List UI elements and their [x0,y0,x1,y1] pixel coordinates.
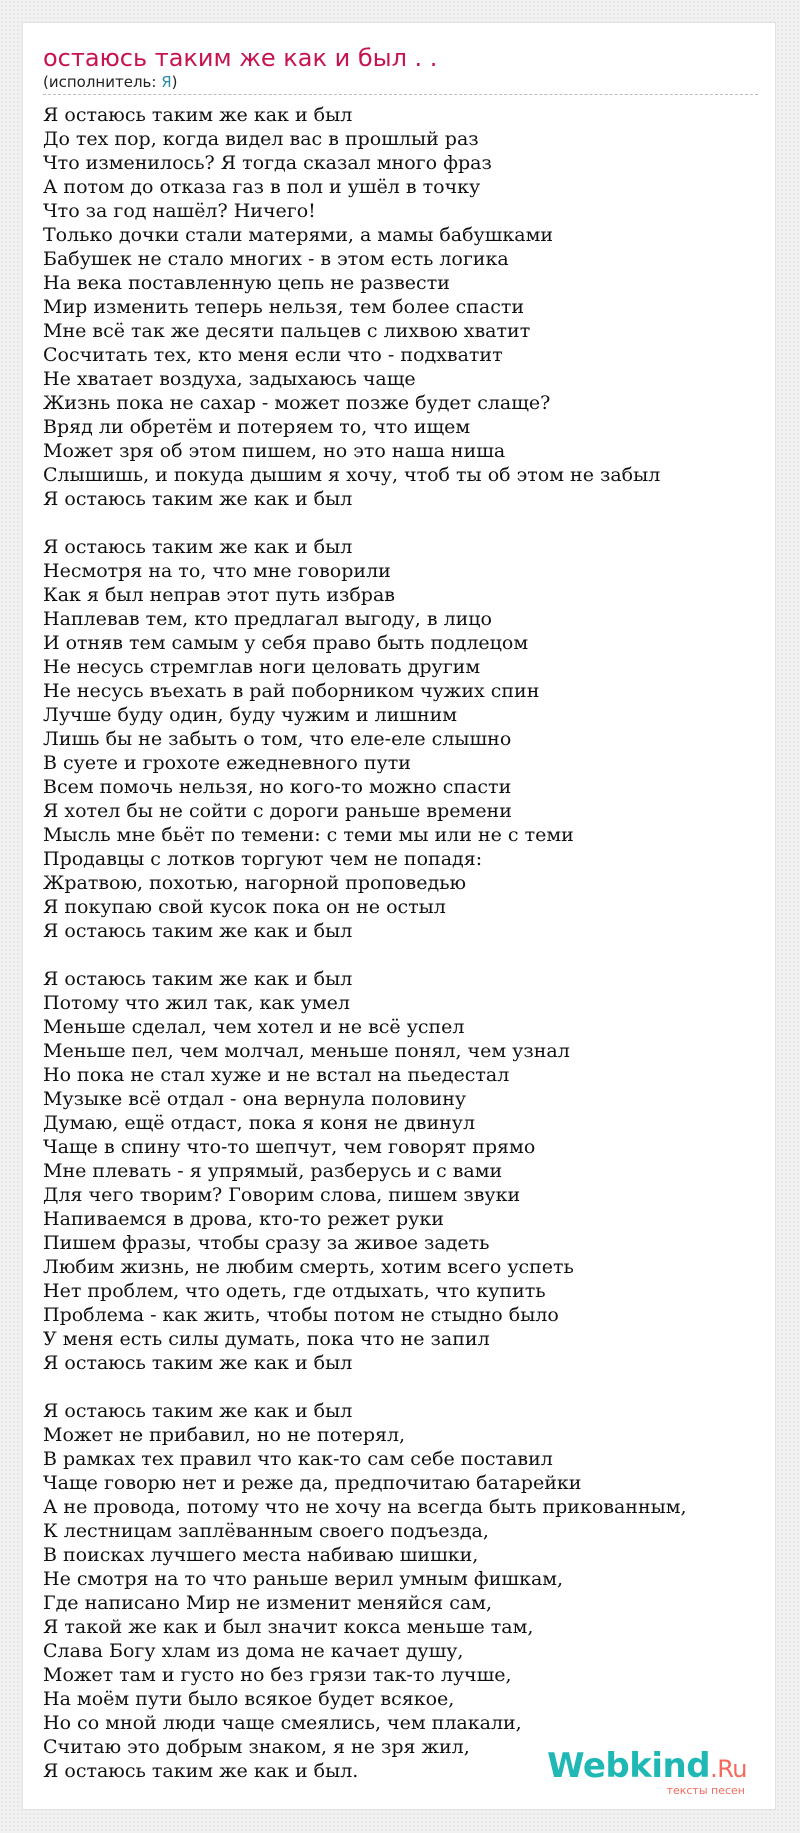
lyric-line: Наплевав тем, кто предлагал выгоду, в лицо [43,608,492,630]
lyric-line: В рамках тех правил что как-то сам себе поставил [43,1448,553,1470]
lyric-line: Не хватает воздуха, задыхаюсь чаще [43,368,416,390]
lyric-line: Как я был неправ этот путь избрав [43,584,395,606]
performer-suffix: ) [171,73,178,91]
lyric-line: У меня есть силы думать, пока что не запил [43,1328,490,1350]
logo-main-text: Webkind [547,1746,711,1786]
lyric-line: Любим жизнь, не любим смерть, хотим всего успеть [43,1256,574,1278]
lyric-line: И отняв тем самым у себя право быть подлецом [43,632,529,654]
logo-tld: .Ru [710,1755,747,1783]
lyric-line: Меньше пел, чем молчал, меньше понял, чем узнал [43,1040,570,1062]
lyric-line: Что за год нашёл? Ничего! [43,200,316,222]
lyric-line: Я остаюсь таким же как и был [43,488,353,510]
lyric-line: Продавцы с лотков торгуют чем не попадя: [43,848,483,870]
lyric-line: А потом до отказа газ в пол и ушёл в точку [43,176,481,198]
lyric-line: Я остаюсь таким же как и был [43,968,353,990]
lyric-line: Только дочки стали матерями, а мамы бабушками [43,224,554,246]
lyric-line: Слава Богу хлам из дома не качает душу, [43,1640,464,1662]
lyric-line: Потому что жил так, как умел [43,992,350,1014]
lyric-line: На века поставленную цепь не развести [43,272,450,294]
lyric-line: Не несусь въехать в рай поборником чужих спин [43,680,540,702]
lyric-line: В поисках лучшего места набиваю шишки, [43,1544,479,1566]
lyric-line: Но со мной люди чаще смеялись, чем плакали, [43,1712,522,1734]
lyric-line: Музыке всё отдал - она вернула половину [43,1088,467,1110]
lyric-line: Может там и густо но без грязи так-то лучше, [43,1664,512,1686]
lyric-line: Мне всё так же десяти пальцев с лихвою хватит [43,320,531,342]
lyric-line: Считаю это добрым знаком, я не зря жил, [43,1736,470,1758]
lyric-line: Напиваемся в дрова, кто-то режет руки [43,1208,444,1230]
lyric-line: Лучше буду один, буду чужим и лишним [43,704,458,726]
logo-subtitle: тексты песен [666,1784,745,1797]
lyric-line: Меньше сделал, чем хотел и не всё успел [43,1016,465,1038]
lyric-line: Вряд ли обретём и потеряем то, что ищем [43,416,471,438]
lyric-line: На моём пути было всякое будет всякое, [43,1688,455,1710]
lyric-line: Мир изменить теперь нельзя, тем более спасти [43,296,525,318]
lyric-line: Слышишь, и покуда дышим я хочу, чтоб ты об этом не забыл [43,464,661,486]
lyric-line: Нет проблем, что одеть, где отдыхать, что купить [43,1280,546,1302]
performer-prefix: (исполнитель: [43,73,162,91]
lyric-line: Может не прибавил, но не потерял, [43,1424,406,1446]
lyric-line: Я остаюсь таким же как и был [43,1352,353,1374]
lyric-line: Я остаюсь таким же как и был [43,536,353,558]
lyric-line: Я покупаю свой кусок пока он не остыл [43,896,446,918]
lyric-line: Для чего творим? Говорим слова, пишем звуки [43,1184,521,1206]
lyric-line: Мысль мне бьёт по темени: с теми мы или не с теми [43,824,574,846]
lyric-line: Лишь бы не забыть о том, что еле-еле слышно [43,728,512,750]
lyric-line: До тех пор, когда видел вас в прошлый раз [43,128,479,150]
lyric-stanza [43,1399,763,1783]
lyric-line: Что изменилось? Я тогда сказал много фраз [43,152,492,174]
lyric-stanza [43,967,763,1375]
lyric-line: Мне плевать - я упрямый, разберусь и с вами [43,1160,503,1182]
lyrics-body [43,103,763,1807]
lyric-line: Чаще говорю нет и реже да, предпочитаю батарейки [43,1472,582,1494]
lyric-line: Думаю, ещё отдаст, пока я коня не двинул [43,1112,476,1134]
lyric-line: Но пока не стал хуже и не встал на пьедестал [43,1064,510,1086]
lyric-line: К лестницам заплёванным своего подъезда, [43,1520,489,1542]
lyric-line: Не несусь стремглав ноги целовать другим [43,656,481,678]
lyrics-card [22,22,776,1810]
lyric-line: Не смотря на то что раньше верил умным фишкам, [43,1568,564,1590]
lyric-line: Сосчитать тех, кто меня если что - подхватит [43,344,503,366]
lyric-line: Несмотря на то, что мне говорили [43,560,391,582]
performer-line [43,73,758,95]
performer-link[interactable]: Я [161,73,172,91]
lyric-line: Может зря об этом пишем, но это наша ниша [43,440,506,462]
lyric-stanza [43,535,763,943]
lyric-line: Проблема - как жить, чтобы потом не стыдно было [43,1304,559,1326]
lyric-line: Чаще в спину что-то шепчут, чем говорят прямо [43,1136,536,1158]
lyric-line: Я остаюсь таким же как и был [43,1400,353,1422]
site-logo[interactable] [547,1748,747,1797]
lyric-line: Я хотел бы не сойти с дороги раньше времени [43,800,512,822]
lyric-line: Всем помочь нельзя, но кого-то можно спасти [43,776,512,798]
lyric-line: Я такой же как и был значит кокса меньше там, [43,1616,534,1638]
logo-wordmark [547,1748,747,1787]
lyric-line: Жратвою, похотью, нагорной проповедью [43,872,467,894]
lyric-line: Я остаюсь таким же как и был [43,920,353,942]
lyric-line: А не провода, потому что не хочу на всегда быть прикованным, [43,1496,687,1518]
lyric-line: Жизнь пока не сахар - может позже будет слаще? [43,392,551,414]
lyric-line: В суете и грохоте ежедневного пути [43,752,411,774]
lyric-line: Где написано Мир не изменит меняйся сам, [43,1592,492,1614]
lyric-line: Я остаюсь таким же как и был [43,104,353,126]
page-title: остаюсь таким же как и был . . [43,44,438,72]
lyric-line: Я остаюсь таким же как и был. [43,1760,359,1782]
lyric-line: Бабушек не стало многих - в этом есть логика [43,248,509,270]
lyric-stanza [43,103,763,511]
lyric-line: Пишем фразы, чтобы сразу за живое задеть [43,1232,490,1254]
song-header [43,43,758,95]
